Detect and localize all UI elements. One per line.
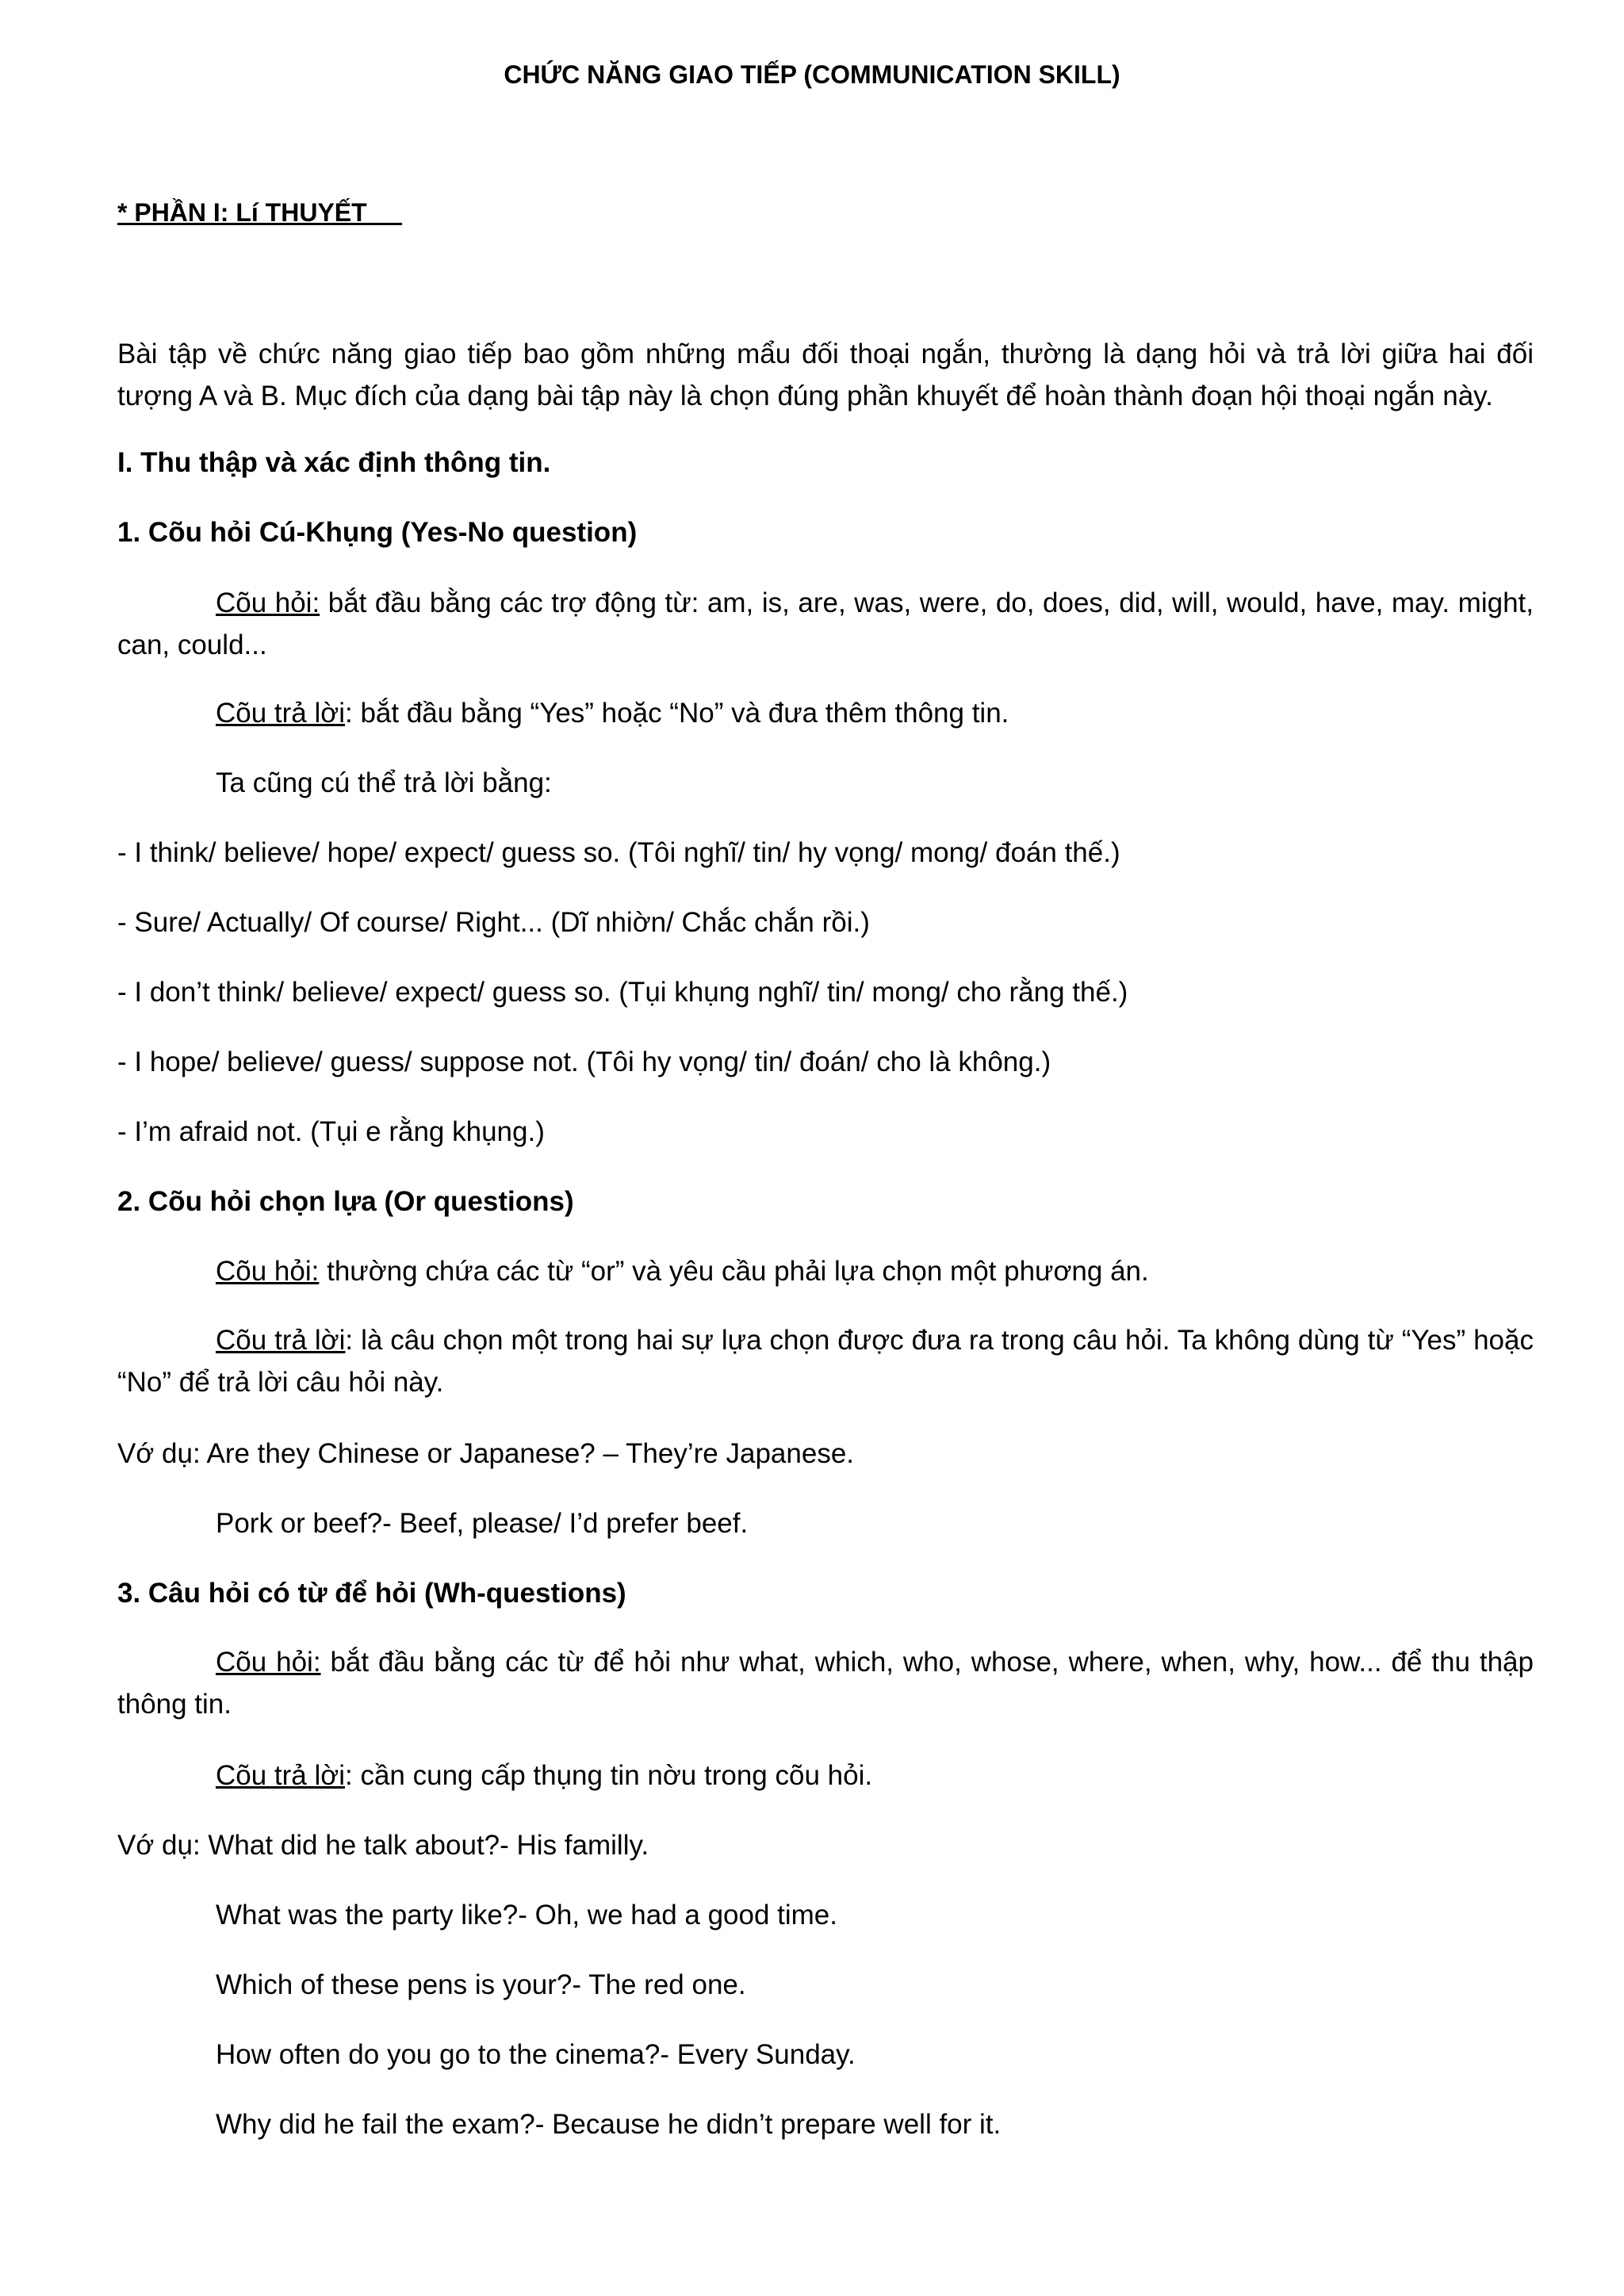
s3-answer-text: : cần cung cấp thụng tin nờu trong cõu hỏi.	[345, 1760, 873, 1791]
s1-heading: 1. Cõu hỏi Cú-Khụng (Yes-No question)	[117, 517, 638, 548]
list-item: - Sure/ Actually/ Of course/ Right... (Dĩ nhiờn/ Chắc chắn rồi.)	[117, 907, 870, 938]
s1-answer-label: Cõu trả lời	[216, 698, 346, 729]
s2-heading: 2. Cõu hỏi chọn lựa (Or questions)	[117, 1186, 574, 1217]
s3-answer-paragraph	[216, 1757, 872, 1795]
s2-answer-text: : là câu chọn một trong hai sự lựa chọn được đưa ra trong câu hỏi. Ta không dùng từ “Yes” hoặc “No” để trả lời câu hỏi này.	[117, 1325, 1534, 1398]
intro-paragraph: Bài tập về chức năng giao tiếp bao gồm những mẩu đối thoại ngắn, thường là dạng hỏi và trả lời giữa hai đối tượng A và B. Mục đích của dạng bài tập này là chọn đúng phần khuyết để hoàn thành đoạn hội thoại ngắn này.	[117, 339, 1534, 411]
s3-example-1: Vớ dụ: What did he talk about?- His familly.	[117, 1830, 649, 1861]
s2-answer-label: Cõu trả lời	[216, 1325, 346, 1356]
list-item: - I’m afraid not. (Tụi e rằng khụng.)	[117, 1116, 545, 1147]
document-title: CHỨC NĂNG GIAO TIẾP (COMMUNICATION SKILL)	[504, 60, 1120, 89]
s1-question-paragraph	[117, 582, 1534, 666]
s3-question-label: Cõu hỏi:	[216, 1647, 321, 1678]
s3-example: How often do you go to the cinema?- Every Sunday.	[216, 2039, 856, 2070]
s3-question-paragraph	[117, 1641, 1534, 1725]
list-item: - I think/ believe/ hope/ expect/ guess so. (Tôi nghĩ/ tin/ hy vọng/ mong/ đoán thế.)	[117, 837, 1120, 868]
s2-question-label: Cõu hỏi:	[216, 1256, 320, 1287]
s1-answer-paragraph	[216, 695, 1009, 733]
list-item: - I don’t think/ believe/ expect/ guess so. (Tụi khụng nghĩ/ tin/ mong/ cho rằng thế.)	[117, 977, 1128, 1008]
s3-answer-label: Cõu trả lời	[216, 1760, 346, 1791]
s2-question-text: thường chứa các từ “or” và yêu cầu phải lựa chọn một phương án.	[319, 1256, 1149, 1287]
s1-answer-text: : bắt đầu bằng “Yes” hoặc “No” và đưa thêm thông tin.	[345, 698, 1009, 729]
s1-also-text: Ta cũng cú thể trả lời bằng:	[216, 767, 552, 798]
s1-question-label: Cõu hỏi:	[216, 587, 320, 618]
s1-question-text: bắt đầu bằng các trợ động từ: am, is, are, was, were, do, does, did, will, would, have, may. might, can, could...	[117, 587, 1534, 660]
s2-example-2: Pork or beef?- Beef, please/ I’d prefer beef.	[216, 1508, 749, 1539]
part1-heading: I. Thu thập và xác định thông tin.	[117, 447, 551, 478]
s3-heading: 3. Câu hỏi có từ để hỏi (Wh-questions)	[117, 1578, 626, 1609]
s3-example: What was the party like?- Oh, we had a good time.	[216, 1900, 837, 1931]
s2-question-paragraph	[216, 1253, 1149, 1291]
section-heading-theory: * PHẦN I: Lí THUYẾT	[117, 198, 403, 227]
s3-example: Why did he fail the exam?- Because he didn’t prepare well for it.	[216, 2109, 1002, 2140]
s2-answer-paragraph	[117, 1319, 1534, 1403]
s3-question-text: bắt đầu bằng các từ để hỏi như what, which, who, whose, where, when, why, how... để thu thập thông tin.	[117, 1647, 1534, 1720]
s3-example: Which of these pens is your?- The red one.	[216, 1969, 746, 2000]
list-item: - I hope/ believe/ guess/ suppose not. (Tôi hy vọng/ tin/ đoán/ cho là không.)	[117, 1047, 1051, 1077]
s2-example-1: Vớ dụ: Are they Chinese or Japanese? – They’re Japanese.	[117, 1438, 855, 1469]
